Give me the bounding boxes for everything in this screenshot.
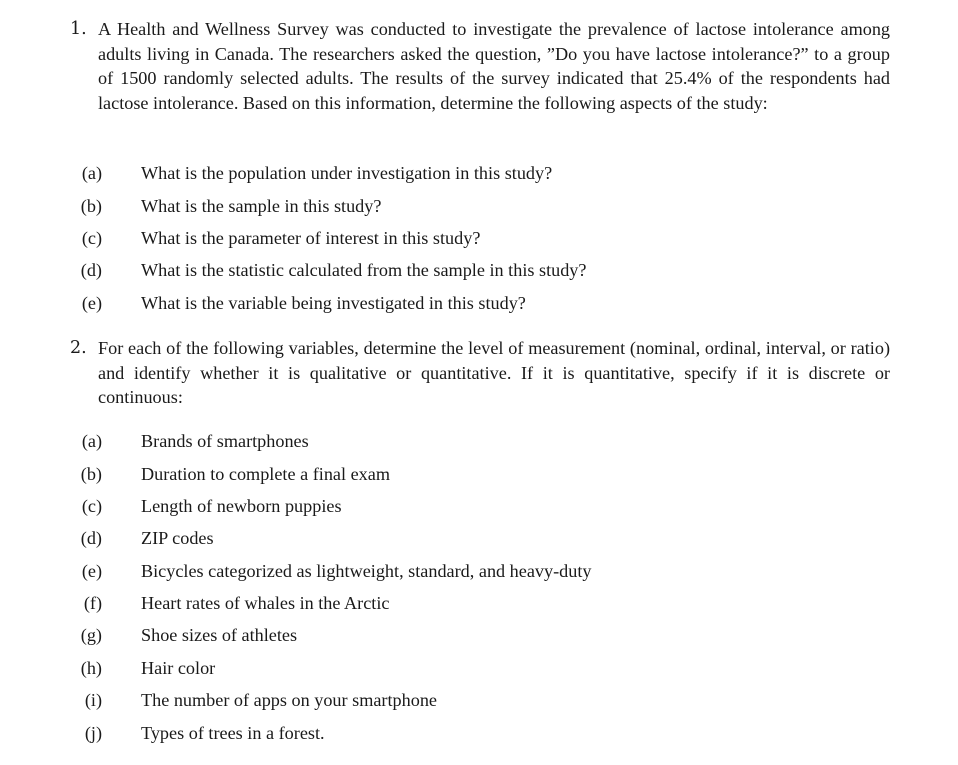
question-part bbox=[70, 257, 890, 283]
question-part bbox=[70, 428, 890, 454]
part-text: Brands of smartphones bbox=[141, 431, 309, 451]
question-part bbox=[70, 493, 890, 519]
part-label: (e) bbox=[81, 561, 102, 581]
part-label: (e) bbox=[81, 293, 102, 313]
question-part bbox=[70, 590, 890, 616]
question-2 bbox=[70, 336, 890, 743]
part-label: (c) bbox=[81, 228, 102, 248]
question-text: For each of the following variables, determine the level of measurement (nominal, ordinal, interval, or ratio) and identify whether it is qualitative or quantitative. If it is quantitative, specify if it is discrete or continuous: bbox=[98, 338, 890, 407]
part-text: What is the sample in this study? bbox=[141, 196, 382, 216]
part-label: (d) bbox=[80, 528, 102, 548]
part-text: Types of trees in a forest. bbox=[141, 723, 325, 743]
part-text: Shoe sizes of athletes bbox=[141, 625, 298, 645]
part-text: What is the parameter of interest in this study? bbox=[141, 228, 481, 248]
part-text: What is the variable being investigated in this study? bbox=[141, 293, 526, 313]
question-1 bbox=[70, 17, 890, 313]
question-part bbox=[70, 558, 890, 584]
question-text: A Health and Wellness Survey was conducted to investigate the prevalence of lactose intolerance among adults living in Canada. The researchers asked the question, ”Do you have lactose intolerance?” to a group of 1500 randomly selected adults. The results of the survey indicated that 25.4% of the respondents had lactose intolerance. Based on this information, determine the following aspects of the study: bbox=[98, 19, 890, 113]
question-part bbox=[70, 160, 890, 186]
question-part bbox=[70, 622, 890, 648]
part-text: What is the statistic calculated from the sample in this study? bbox=[141, 260, 587, 280]
question-part bbox=[70, 687, 890, 713]
part-text: Bicycles categorized as lightweight, standard, and heavy-duty bbox=[141, 561, 592, 581]
part-label: (c) bbox=[81, 496, 102, 516]
question-part bbox=[70, 720, 890, 746]
part-text: Length of newborn puppies bbox=[141, 496, 342, 516]
part-label: (j) bbox=[84, 723, 102, 743]
part-text: Duration to complete a final exam bbox=[141, 464, 390, 484]
part-text: Heart rates of whales in the Arctic bbox=[141, 593, 390, 613]
part-text: The number of apps on your smartphone bbox=[141, 690, 437, 710]
part-label: (d) bbox=[80, 260, 102, 280]
part-label: (a) bbox=[81, 163, 102, 183]
question-part bbox=[70, 225, 890, 251]
part-label: (i) bbox=[84, 690, 102, 710]
question-part bbox=[70, 461, 890, 487]
part-label: (g) bbox=[80, 625, 102, 645]
question-part bbox=[70, 193, 890, 219]
part-label: (a) bbox=[81, 431, 102, 451]
part-text: Hair color bbox=[141, 658, 216, 678]
part-text: ZIP codes bbox=[141, 528, 214, 548]
part-label: (h) bbox=[80, 658, 102, 678]
question-part bbox=[70, 655, 890, 681]
question-part bbox=[70, 525, 890, 551]
part-label: (b) bbox=[80, 464, 102, 484]
question-part bbox=[70, 290, 890, 316]
part-label: (b) bbox=[80, 196, 102, 216]
part-text: What is the population under investigation in this study? bbox=[141, 163, 553, 183]
part-label: (f) bbox=[83, 593, 102, 613]
question-number: 2. bbox=[70, 338, 87, 358]
question-number: 1. bbox=[70, 19, 87, 39]
